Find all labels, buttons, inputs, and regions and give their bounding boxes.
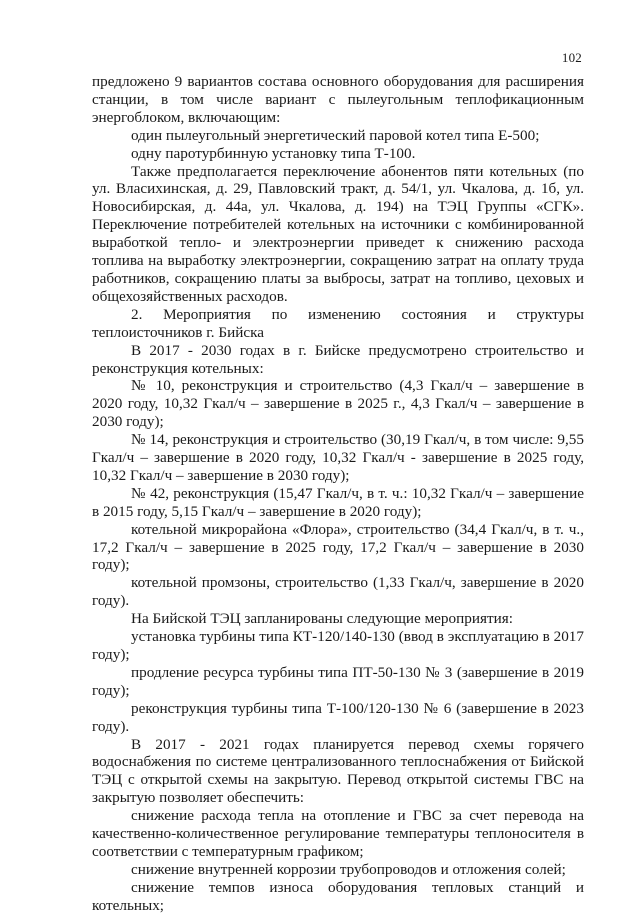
list-item: котельной промзоны, строительство (1,33 Гкал/ч, завершение в 2020 году). bbox=[92, 574, 584, 610]
list-item: котельной микрорайона «Флора», строительство (34,4 Гкал/ч, в т. ч., 17,2 Гкал/ч – завершение в 2025 году, 17,2 Гкал/ч – завершение в 2030 году); bbox=[92, 520, 584, 574]
list-item: № 42, реконструкция (15,47 Гкал/ч, в т. ч.: 10,32 Гкал/ч – завершение в 2015 году, 5,15 Гкал/ч – завершение в 2020 году); bbox=[92, 484, 584, 520]
page-number: 102 bbox=[561, 50, 582, 65]
list-item: один пылеугольный энергетический паровой котел типа Е-500; bbox=[131, 126, 540, 144]
list-item: одну паротурбинную установку типа Т-100. bbox=[131, 144, 416, 162]
list-item: продление ресурса турбины типа ПТ-50-130 № 3 (завершение в 2019 году); bbox=[92, 663, 584, 699]
list-item: установка турбины типа КТ-120/140-130 (ввод в эксплуатацию в 2017 году); bbox=[92, 628, 584, 663]
document-body bbox=[92, 73, 584, 915]
list-item: реконструкция турбины типа Т-100/120-130 № 6 (завершение в 2023 году). bbox=[92, 699, 584, 735]
list-item: снижение внутренней коррозии трубопроводов и отложения солей; bbox=[131, 860, 566, 878]
list-item: снижение темпов износа оборудования тепловых станций и котельных; bbox=[92, 878, 584, 914]
paragraph: предложено 9 вариантов состава основного оборудования для расширения станции, в том числе вариант с пылеугольным теплофикационным энергоблоком, включающим: bbox=[92, 73, 584, 126]
paragraph: На Бийской ТЭЦ запланированы следующие мероприятия: bbox=[131, 610, 513, 628]
section-heading: 2. Мероприятия по изменению состояния и структуры теплоисточников г. Бийска bbox=[92, 305, 584, 341]
paragraph: В 2017 - 2030 годах в г. Бийске предусмотрено строительство и реконструкция котельных: bbox=[92, 341, 584, 377]
list-item: № 10, реконструкция и строительство (4,3 Гкал/ч – завершение в 2020 году, 10,32 Гкал/ч – завершение в 2025 г., 4,3 Гкал/ч – завершение в 2030 году); bbox=[92, 377, 584, 431]
list-item: снижение расхода тепла на отопление и ГВС за счет перевода на качественно-количественное регулирование температуры теплоносителя в соответствии с температурным графиком; bbox=[92, 807, 584, 860]
paragraph: Также предполагается переключение абонентов пяти котельных (по ул. Власихинская, д. 29, Павловский тракт, д. 54/1, ул. Чкалова, д. 1б, ул. Новосибирская, д. 44а, ул. Чкалова, д. 194) на ТЭЦ Группы «СГК». Переключение потребителей котельных на источники с комбинированной выработкой тепло- и электроэнергии приведет к снижению расхода топлива на выработку электроэнергии, сокращению затрат на оплату труда работников, сокращению платы за выбросы, затрат на топливо, цеховых и общехозяйственных расходов. bbox=[92, 162, 584, 305]
list-item: № 14, реконструкция и строительство (30,19 Гкал/ч, в том числе: 9,55 Гкал/ч – завершение в 2020 году, 10,32 Гкал/ч - завершение в 2025 году, 10,32 Гкал/ч – завершение в 2030 году); bbox=[92, 431, 584, 484]
paragraph: В 2017 - 2021 годах планируется перевод схемы горячего водоснабжения по системе централизованного теплоснабжения от Бийской ТЭЦ с открытой схемы на закрытую. Перевод открытой системы ГВС на закрытую позволяет обеспечить: bbox=[92, 735, 584, 807]
